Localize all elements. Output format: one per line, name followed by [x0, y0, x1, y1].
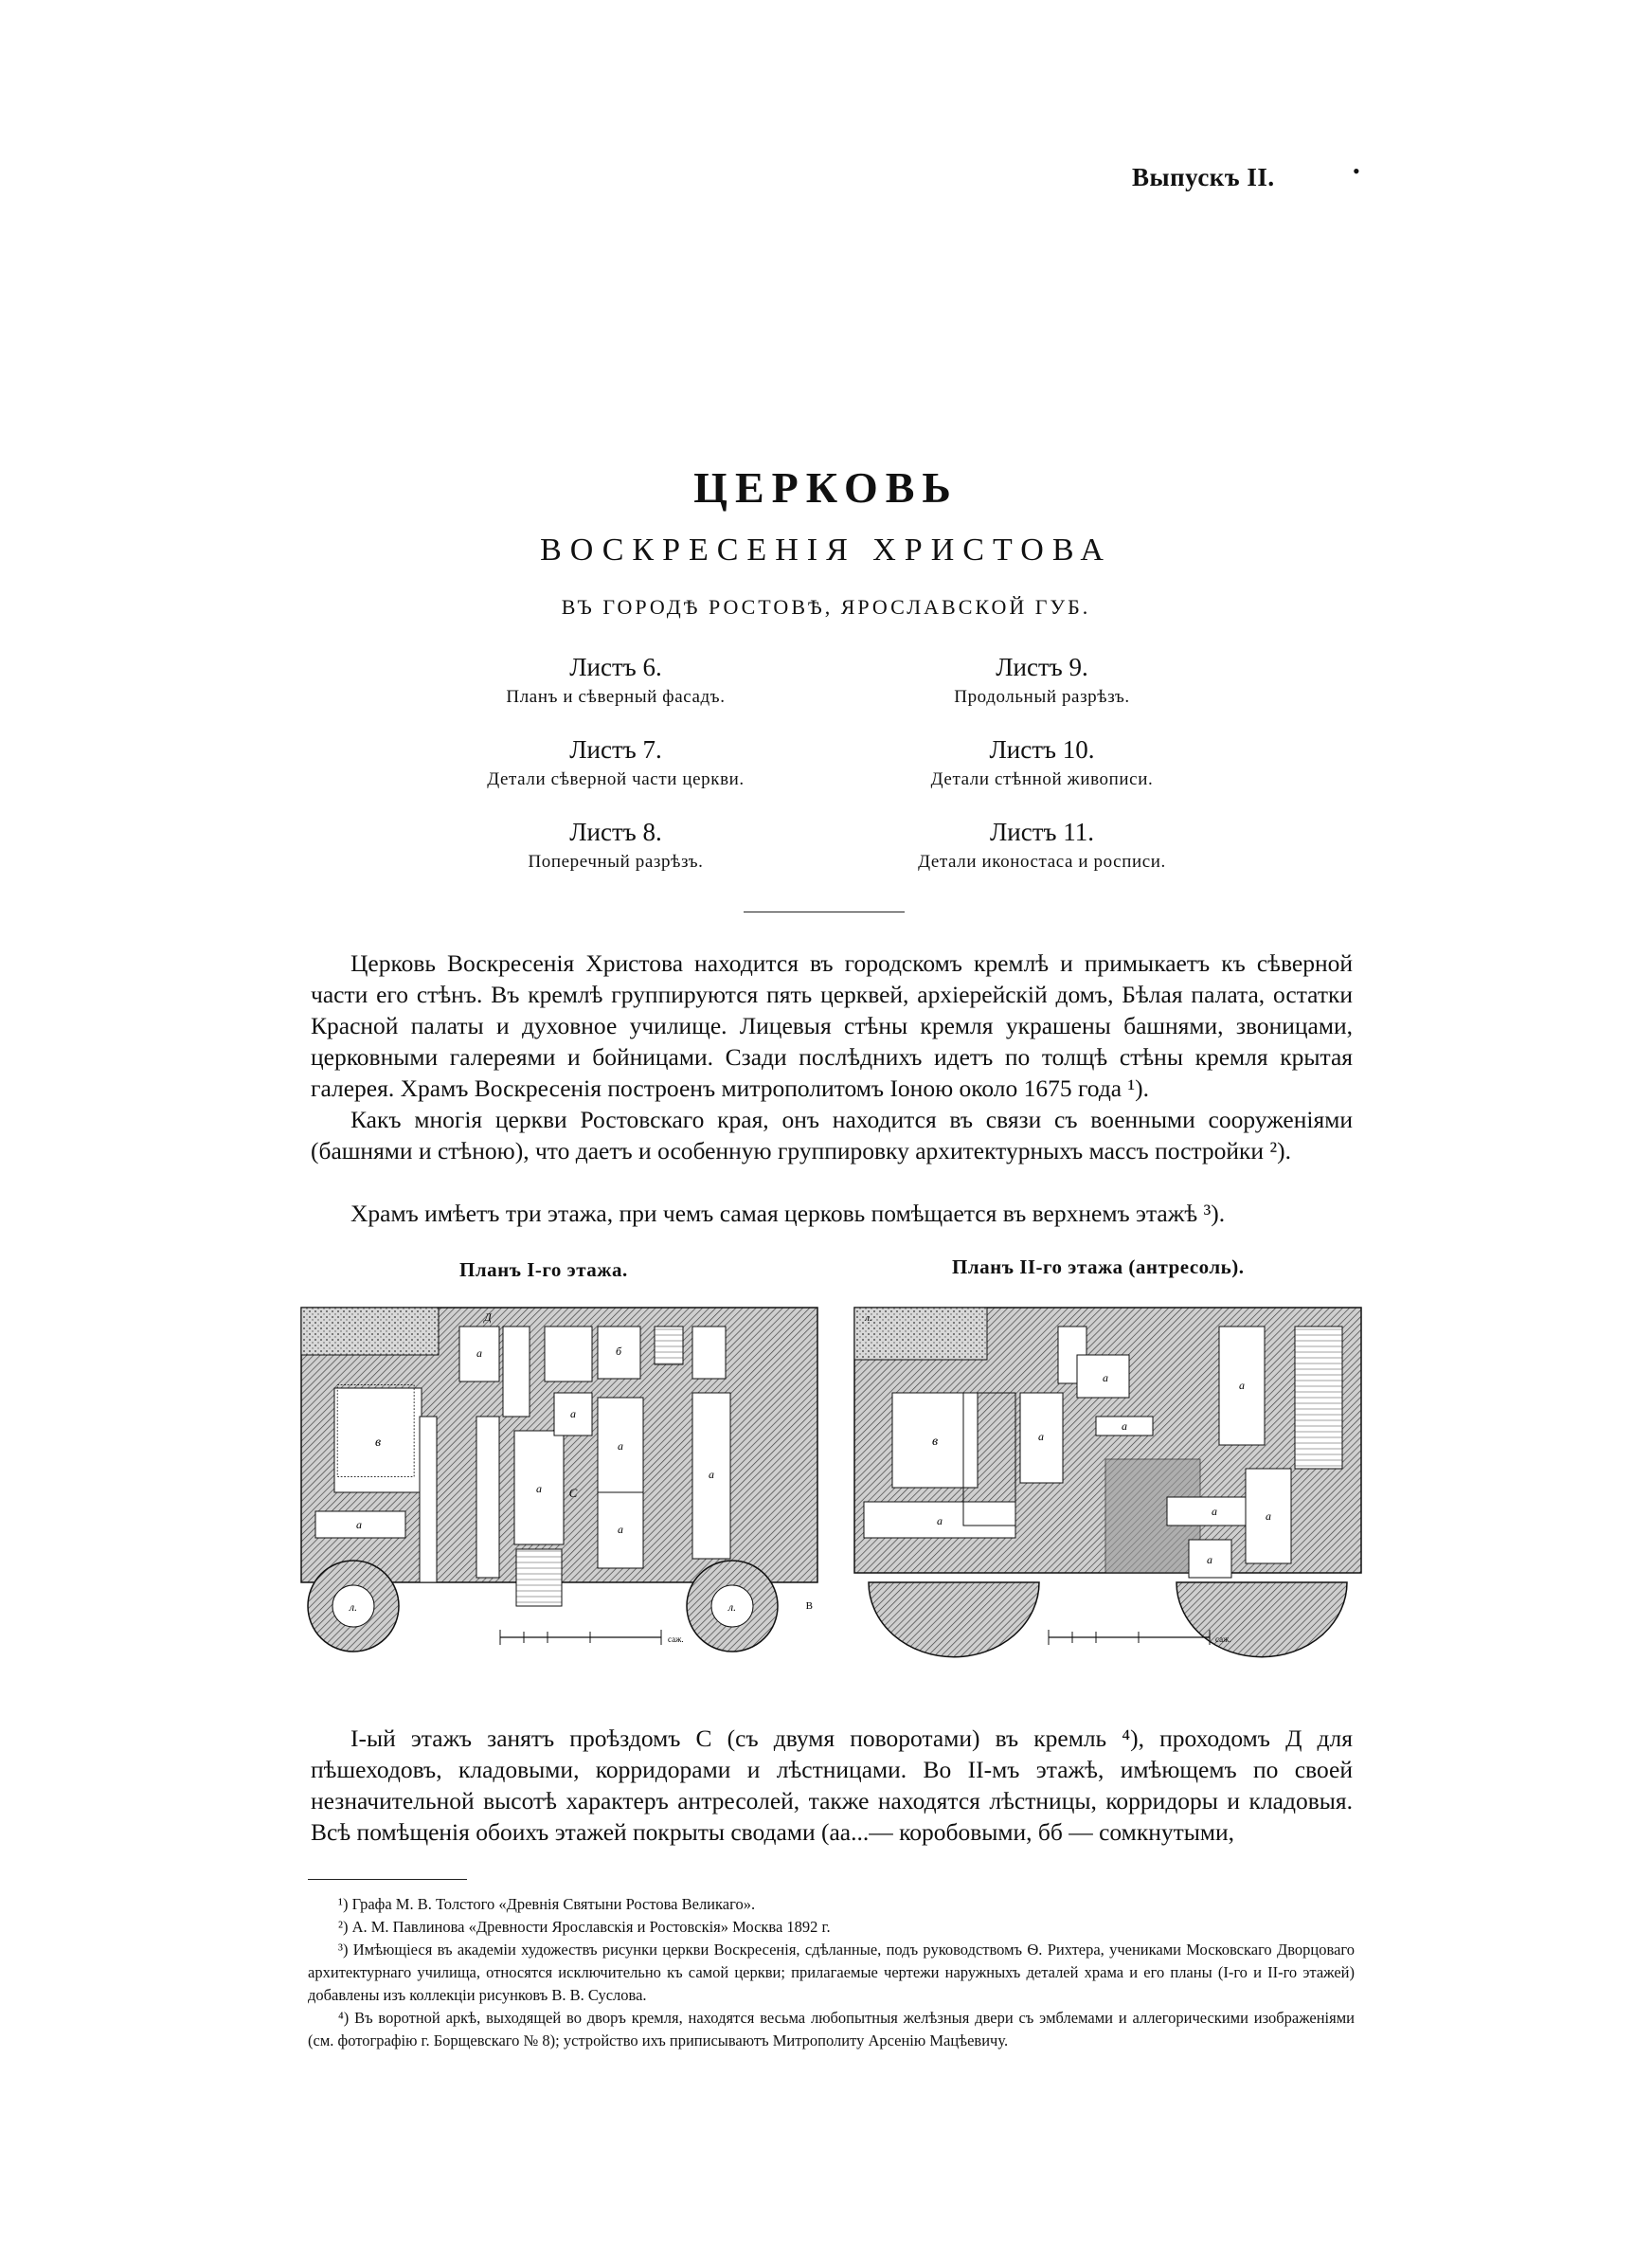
plan-label: а — [1212, 1505, 1217, 1518]
paragraph-3: Храмъ имѣетъ три этажа, при чемъ самая церковь помѣщается въ верхнемъ этажѣ ³). — [350, 1200, 1226, 1227]
ink-mark: • — [1353, 159, 1360, 183]
plan-label: в — [931, 1435, 939, 1449]
sheet-item — [834, 732, 1250, 815]
sheet-item — [407, 732, 824, 815]
footnotes — [308, 1893, 1355, 2052]
page-subtitle: ВОСКРЕСЕНІЯ ХРИСТОВА — [540, 533, 1112, 568]
sheet-heading: Листъ 11. — [989, 818, 1094, 846]
plan-label: а — [570, 1407, 576, 1420]
scale-bar — [500, 1630, 684, 1645]
sheet-item — [834, 815, 1250, 897]
sheet-item — [834, 650, 1250, 732]
plan-label: С — [568, 1486, 578, 1500]
plan-2-title: Планъ II-го этажа (антресоль). — [952, 1255, 1245, 1278]
plan-label: л. — [727, 1600, 737, 1614]
plan-label: а — [618, 1523, 623, 1536]
paragraph-1: Церковь Воскресенія Христова находится въ городскомъ кремлѣ и примыкаетъ къ сѣверной части его стѣнъ. Въ кремлѣ группируются пять церквей, архіерейскій домъ, Бѣлая палата, остатки Красной палаты и духовное училище. Лицевыя стѣны кремля украшены башнями, звоницами, церковными галереями и бойницами. Сзади послѣднихъ идетъ по толщѣ стѣны кремля крытая галерея. Храмъ Воскресенія построенъ митрополитомъ Іоною около 1675 года ¹). — [311, 949, 1353, 1102]
paragraph-4: I-ый этажъ занятъ проѣздомъ С (съ двумя поворотами) въ кремль ⁴), проходомъ Д для пѣшеходовъ, кладовыми, корридорами и лѣстницами. Во II-мъ этажѣ, имѣющемъ по своей незначительной высотѣ характеръ антресолей, также находятся лѣстницы, корридоры и кладовыя. Всѣ помѣщенія обоихъ этажей покрыты сводами (аа...— коробовыми, бб — сомкнутыми, — [311, 1724, 1353, 1846]
plan-label: а — [1038, 1430, 1044, 1443]
footnote-4: ⁴) Въ воротной аркѣ, выходящей во дворъ кремля, находятся весьма любопытныя желѣзныя двери съ эмблемами и аллегорическими изображеніями (см. фотографію г. Борщевскаго № 8); устройство ихъ приписываютъ Митрополиту Арсенію Мацѣевичу. — [308, 2009, 1355, 2049]
footnote-2: ²) А. М. Павлинова «Древности Ярославскія и Ростовскія» Москва 1892 г. — [338, 1918, 831, 1936]
sheet-caption: Продольный разрѣзъ. — [954, 687, 1130, 707]
plan-label: а — [1266, 1509, 1271, 1523]
sheet-item — [407, 650, 824, 732]
plan-1-title: Планъ I-го этажа. — [459, 1258, 628, 1281]
plan-label: а — [1207, 1553, 1212, 1566]
footnote-1: ¹) Графа М. В. Толстого «Древнія Святыни Ростова Великаго». — [338, 1895, 756, 1913]
plan-label: л. — [865, 1312, 872, 1324]
plan-label: в — [374, 1435, 382, 1450]
plan-2-drawing — [850, 1298, 1366, 1677]
sheet-heading: Листъ 10. — [989, 735, 1095, 764]
page-title: ЦЕРКОВЬ — [693, 463, 959, 512]
plan-label: а — [1239, 1379, 1245, 1392]
plan-label: а — [937, 1514, 943, 1527]
plan-label: а — [618, 1439, 623, 1453]
sheet-caption: Детали стѣнной живописи. — [930, 769, 1154, 789]
plan-label: б — [615, 1345, 622, 1358]
plan-label: а — [709, 1468, 714, 1481]
sheet-caption: Детали иконостаса и росписи. — [918, 852, 1166, 872]
paragraph-2: Какъ многія церкви Ростовскаго края, онъ находится въ связи съ военными сооруженіями (башнями и стѣною), что даетъ и особенную группировку архитектурныхъ массъ постройки ²). — [311, 1106, 1353, 1165]
sheet-list-right — [834, 650, 1250, 897]
plan-label: а — [356, 1518, 362, 1531]
footnote-divider — [308, 1879, 467, 1880]
sheet-caption: Поперечный разрѣзъ. — [528, 852, 704, 872]
sheet-heading: Листъ 8. — [569, 818, 662, 846]
scale-unit: саж. — [668, 1634, 684, 1644]
sheet-heading: Листъ 9. — [996, 653, 1088, 681]
page-location: ВЪ ГОРОДѢ РОСТОВѢ, ЯРОСЛАВСКОЙ ГУБ. — [561, 595, 1091, 619]
plan-label: а — [1103, 1371, 1108, 1384]
plan-label: а — [536, 1482, 542, 1495]
sheet-heading: Листъ 7. — [569, 735, 662, 764]
sheet-caption: Планъ и сѣверный фасадъ. — [506, 687, 726, 707]
sheet-item — [407, 815, 824, 897]
plan-1-drawing — [296, 1298, 822, 1677]
sheet-list-left — [407, 650, 824, 897]
sheet-heading: Листъ 6. — [569, 653, 662, 681]
plan-label: л. — [349, 1600, 358, 1614]
plan-label: а — [476, 1346, 482, 1360]
plan-label: В — [805, 1600, 813, 1612]
scale-unit: саж. — [1215, 1634, 1231, 1644]
plan-label: а — [1122, 1419, 1127, 1433]
sheet-caption: Детали сѣверной части церкви. — [487, 769, 745, 789]
footnote-3: ³) Имѣющіеся въ академіи художествъ рисунки церкви Воскресенія, сдѣланные, подъ руководствомъ Ѳ. Рихтера, учениками Московскаго Дворцоваго архитектурнаго училища, относятся исключительно къ самой церкви; прилагаемые чертежи наружныхъ деталей храма и его планы (I-го и II-го этажей) добавлены изъ коллекціи рисунковъ В. В. Суслова. — [308, 1941, 1355, 2004]
plan-label: Д — [484, 1310, 492, 1324]
issue-label: Выпускъ II. — [1132, 163, 1275, 191]
